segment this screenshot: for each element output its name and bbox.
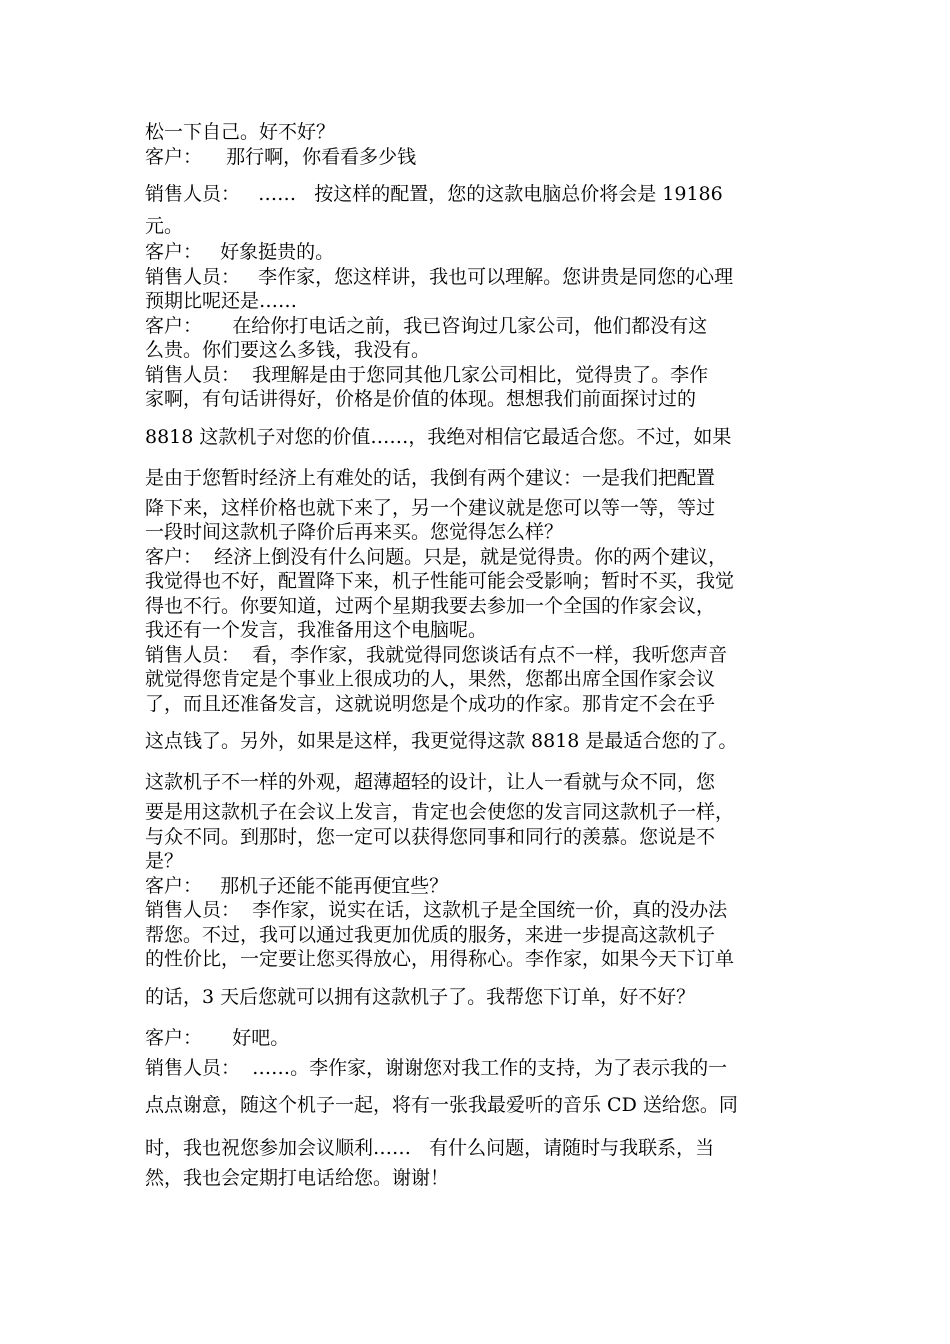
text-line: 我还有一个发言，我准备用这个电脑呢。: [145, 619, 488, 641]
text-line: 的话，3 天后您就可以拥有这款机子了。我帮您下订单，好不好？: [145, 985, 696, 1008]
text-line: 销售人员： 李作家，您这样讲，我也可以理解。您讲贵是同您的心理: [145, 265, 734, 288]
text-line: 家啊，有句话讲得好，价格是价值的体现。想想我们前面探讨过的: [145, 388, 697, 410]
text-line: 帮您。不过，我可以通过我更加优质的服务，来进一步提高这款机子: [145, 923, 716, 946]
text-line: 点点谢意，随这个机子一起，将有一张我最爱听的音乐 CD 送给您。同: [145, 1094, 738, 1116]
text-line: 销售人员： 我理解是由于您同其他几家公司相比，觉得贵了。李作: [145, 363, 709, 386]
text-line: 与众不同。到那时，您一定可以获得您同事和同行的羡慕。您说是不: [145, 825, 716, 848]
text-line: 我觉得也不好，配置降下来，机子性能可能会受影响；暂时不买，我觉: [145, 570, 735, 592]
text-line: 8818 这款机子对您的价值……，我绝对相信它最适合您。不过，如果: [145, 425, 732, 448]
text-line: 就觉得您肯定是个事业上很成功的人，果然，您都出席全国作家会议: [145, 668, 716, 690]
text-line: 是？: [145, 850, 184, 872]
text-line: 要是用这款机子在会议上发言，肯定也会使您的发言同这款机子一样，: [145, 801, 735, 823]
dialogue-text: [145, 120, 810, 1191]
text-line: 了，而且还准备发言，这就说明您是个成功的作家。那肯定不会在乎: [145, 692, 716, 715]
text-line: 销售人员： …… 按这样的配置，您的这款电脑总价将会是 19186: [145, 183, 723, 205]
text-line: 时，我也祝您参加会议顺利…… 有什么问题，请随时与我联系，当: [145, 1137, 715, 1159]
text-line: 得也不行。你要知道，过两个星期我要去参加一个全国的作家会议，: [145, 594, 716, 617]
text-line: 客户： 好吧。: [145, 1026, 290, 1049]
text-line: 然，我也会定期打电话给您。谢谢！: [145, 1167, 450, 1189]
text-line: 客户： 那机子还能不能再便宜些？: [145, 874, 449, 897]
text-line: 么贵。你们要这么多钱，我没有。: [145, 339, 431, 361]
text-line: 的性价比，一定要让您买得放心，用得称心。李作家，如果今天下订单: [145, 948, 735, 970]
text-line: 客户： 在给你打电话之前，我已咨询过几家公司，他们都没有这: [145, 314, 708, 337]
text-line: 客户： 经济上倒没有什么问题。只是，就是觉得贵。你的两个建议，: [145, 545, 728, 568]
text-line: 这点钱了。另外，如果是这样，我更觉得这款 8818 是最适合您的了。: [145, 730, 738, 752]
text-line: 客户： 好象挺贵的。: [145, 241, 335, 263]
text-line: 元。: [145, 215, 184, 237]
text-line: 销售人员： 看，李作家，我就觉得同您谈话有点不一样，我听您声音: [145, 643, 728, 666]
text-line: 是由于您暂时经济上有难处的话，我倒有两个建议：一是我们把配置: [145, 466, 716, 489]
text-line: 销售人员： 李作家，说实在话，这款机子是全国统一价，真的没办法: [145, 899, 728, 921]
text-line: 一段时间这款机子降价后再来买。您觉得怎么样？: [145, 521, 564, 543]
text-line: 客户： 那行啊，你看看多少钱: [145, 145, 417, 168]
text-line: 预期比呢还是……: [145, 290, 298, 312]
text-line: 降下来，这样价格也就下来了，另一个建议就是您可以等一等，等过: [145, 496, 716, 519]
text-line: 这款机子不一样的外观，超薄超轻的设计，让人一看就与众不同，您: [145, 771, 716, 793]
text-line: 销售人员： ……。李作家，谢谢您对我工作的支持，为了表示我的一: [145, 1056, 728, 1079]
text-line: 松一下自己。好不好？: [145, 121, 336, 143]
